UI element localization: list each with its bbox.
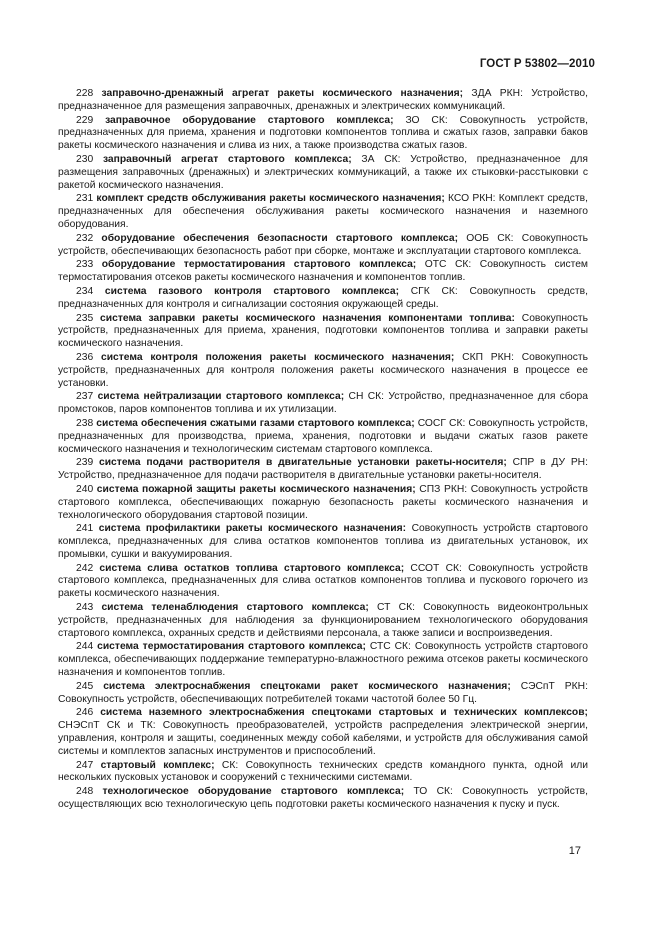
standard-header: ГОСТ Р 53802—2010 — [479, 58, 595, 70]
term-entry — [58, 154, 588, 192]
term-definition: ООБ СК: Совокупность устройств, обеспечивающих безопасность работ при сборке, монтаже и эксплуатации стартового комплекса. — [58, 232, 588, 257]
term-entry — [58, 760, 588, 786]
term-definition: СК: Совокупность технических средств командного пункта, одной или нескольких пусковых установок и сооружений с техническими системами. — [58, 759, 588, 784]
term-definition: ЗА СК: Устройство, предназначенное для размещения заправочных (дренажных) и электрических коммуникаций, а также их стыковки-расстыковки с ракетой космического назначения. — [58, 153, 588, 191]
term-number: 233 — [76, 259, 94, 271]
term-title: комплект средств обслуживания ракеты космического назначения; — [96, 193, 445, 205]
term-title: система слива остатков топлива стартового комплекса; — [99, 562, 405, 574]
term-number: 229 — [76, 114, 94, 126]
term-title: технологическое оборудование стартового комплекса; — [102, 786, 405, 798]
term-title: заправочное оборудование стартового комплекса; — [105, 114, 394, 126]
term-entry — [58, 233, 588, 259]
term-number: 231 — [76, 193, 94, 205]
term-number: 238 — [76, 417, 94, 429]
term-definition: ТО СК: Совокупность устройств, осуществляющих всю технологическую цепь подготовки ракеты космического назначения к пуску и пуск. — [58, 786, 588, 811]
term-entry — [58, 259, 588, 285]
term-definition: СН СК: Устройство, предназначенное для сбора промстоков, паров компонентов топлива и их утилизации. — [58, 391, 588, 416]
term-entry — [58, 418, 588, 456]
term-definition: ЗДА РКН: Устройство, предназначенное для размещения заправочных, дренажных и электрических коммуникаций. — [58, 88, 588, 112]
term-title: система обеспечения сжатыми газами стартового комплекса; — [96, 417, 415, 429]
term-title: система подачи растворителя в двигательные установки ракеты-носителя; — [99, 457, 507, 469]
term-entry — [58, 786, 588, 812]
term-entry — [58, 523, 588, 561]
term-title: система контроля положения ракеты космического назначения; — [100, 351, 455, 363]
term-number: 237 — [76, 391, 94, 403]
term-number: 240 — [76, 483, 94, 495]
term-entry — [58, 88, 588, 114]
term-entry — [58, 681, 588, 707]
term-definition: СТС СК: Совокупность устройств стартового комплекса, обеспечивающих поддержание температурно-влажностного режима отсеков ракеты космического назначения и компонентов топлив. — [58, 641, 588, 679]
term-number: 234 — [76, 285, 94, 297]
term-definition: Совокупность устройств стартового комплекса, предназначенных для слива остатков компонентов топлива из двигательных установок, их промывки, сушки и вакуумирования. — [58, 523, 588, 560]
terms-list — [58, 88, 588, 813]
term-definition: СОСГ СК: Совокупность устройств, предназначенных для производства, приема, хранения, подготовки и выдачи сжатых газов ракете космического назначения и технологическим системам стартового комплекса. — [58, 417, 588, 455]
term-entry — [58, 313, 588, 351]
term-definition: СПР в ДУ РН: Устройство, предназначенное для подачи растворителя в двигательные установки ракеты-носителя. — [58, 457, 588, 482]
term-number: 241 — [76, 523, 94, 535]
term-number: 242 — [76, 562, 94, 574]
page-number: 17 — [568, 845, 581, 857]
term-title: система наземного электроснабжения спецтоками стартовых и технических комплексов; — [100, 707, 588, 719]
term-title: стартовый комплекс; — [100, 759, 215, 771]
term-definition: СГК СК: Совокупность средств, предназначенных для контроля и сигнализации состояния окружающей среды. — [58, 285, 588, 310]
term-definition: ЗО СК: Совокупность устройств, предназначенных для приема, хранения и подготовки компонентов топлива и сжатых газов, заправки баков ракеты космического назначения и слива из них, а также производства сжатых газов. — [58, 114, 588, 152]
term-number: 228 — [76, 88, 94, 99]
term-definition: КСО РКН: Комплект средств, предназначенных для обеспечения обслуживания ракеты космического назначения и наземного оборудования. — [58, 193, 588, 230]
term-definition: СТ СК: Совокупность видеоконтрольных устройств, предназначенных для наблюдения за функционированием технологического оборудования стартового комплекса, охранных средств и действиями персонала, а также записи и воспроизведения. — [58, 602, 588, 639]
term-title: система электроснабжения спецтоками ракет космического назначения; — [103, 680, 511, 692]
term-title: система профилактики ракеты космического назначения: — [98, 523, 407, 535]
term-definition: ОТС СК: Совокупность систем термостатирования отсеков ракеты космического назначения и компонентов топлив. — [58, 259, 588, 284]
term-title: заправочный агрегат стартового комплекса; — [102, 153, 352, 165]
term-entry — [58, 563, 588, 601]
term-entry — [58, 193, 588, 231]
term-title: система нейтрализации стартового комплекса; — [97, 391, 345, 403]
term-number: 244 — [76, 641, 94, 653]
term-entry — [58, 602, 588, 640]
term-title: система пожарной защиты ракеты космического назначения; — [96, 483, 416, 495]
term-number: 245 — [76, 680, 94, 692]
term-definition: Совокупность устройств, предназначенных для приема, хранения, подготовки компонентов топлива и заправки ракеты космического назначения. — [58, 312, 588, 350]
term-title: оборудование термостатирования стартового комплекса; — [101, 259, 417, 271]
term-definition: СКП РКН: Совокупность устройств, предназначенных для контроля положения ракеты космического назначения в процессе ее установки. — [58, 351, 588, 389]
term-number: 230 — [76, 153, 94, 165]
term-number: 247 — [76, 759, 94, 771]
term-definition: СЭСпТ РКН: Совокупность устройств, обеспечивающих потребителей токами частотой более 50 Гц. — [58, 680, 588, 705]
term-definition: СНЭСпТ СК и ТК: Совокупность преобразователей, устройств распределения электрической энергии, управления, контроля и защиты, соединенных между собой кабелями, и устройств для обслуживания самой системы и комплектов запасных инструментов и приспособлений. — [58, 720, 588, 757]
term-entry — [58, 115, 588, 153]
term-number: 239 — [76, 457, 94, 469]
term-title: система газового контроля стартового комплекса; — [104, 285, 399, 297]
term-title: система термостатирования стартового комплекса; — [97, 641, 366, 653]
term-entry — [58, 641, 588, 679]
term-entry — [58, 352, 588, 390]
term-definition: ССОТ СК: Совокупность устройств стартового комплекса, предназначенных для слива остатков компонентов топлива и пускового горючего из ракеты космического назначения. — [58, 562, 588, 600]
term-number: 232 — [76, 232, 94, 244]
term-definition: СПЗ РКН: Совокупность устройств стартового комплекса, обеспечивающих пожарную безопасность ракеты космического назначения и технологического оборудования стартовой позиции. — [58, 483, 588, 521]
term-entry — [58, 457, 588, 483]
term-title: система теленаблюдения стартового комплекса; — [101, 602, 369, 614]
term-number: 248 — [76, 786, 94, 798]
term-entry — [58, 484, 588, 522]
term-title: заправочно-дренажный агрегат ракеты космического назначения; — [101, 88, 464, 99]
term-title: система заправки ракеты космического назначения компонентами топлива: — [100, 312, 515, 324]
term-number: 236 — [76, 351, 94, 363]
term-entry — [58, 707, 588, 758]
term-number: 246 — [76, 707, 94, 719]
term-entry — [58, 286, 588, 312]
term-title: оборудование обеспечения безопасности стартового комплекса; — [101, 232, 459, 244]
term-number: 235 — [76, 312, 94, 324]
term-number: 243 — [76, 602, 94, 614]
term-entry — [58, 391, 588, 417]
